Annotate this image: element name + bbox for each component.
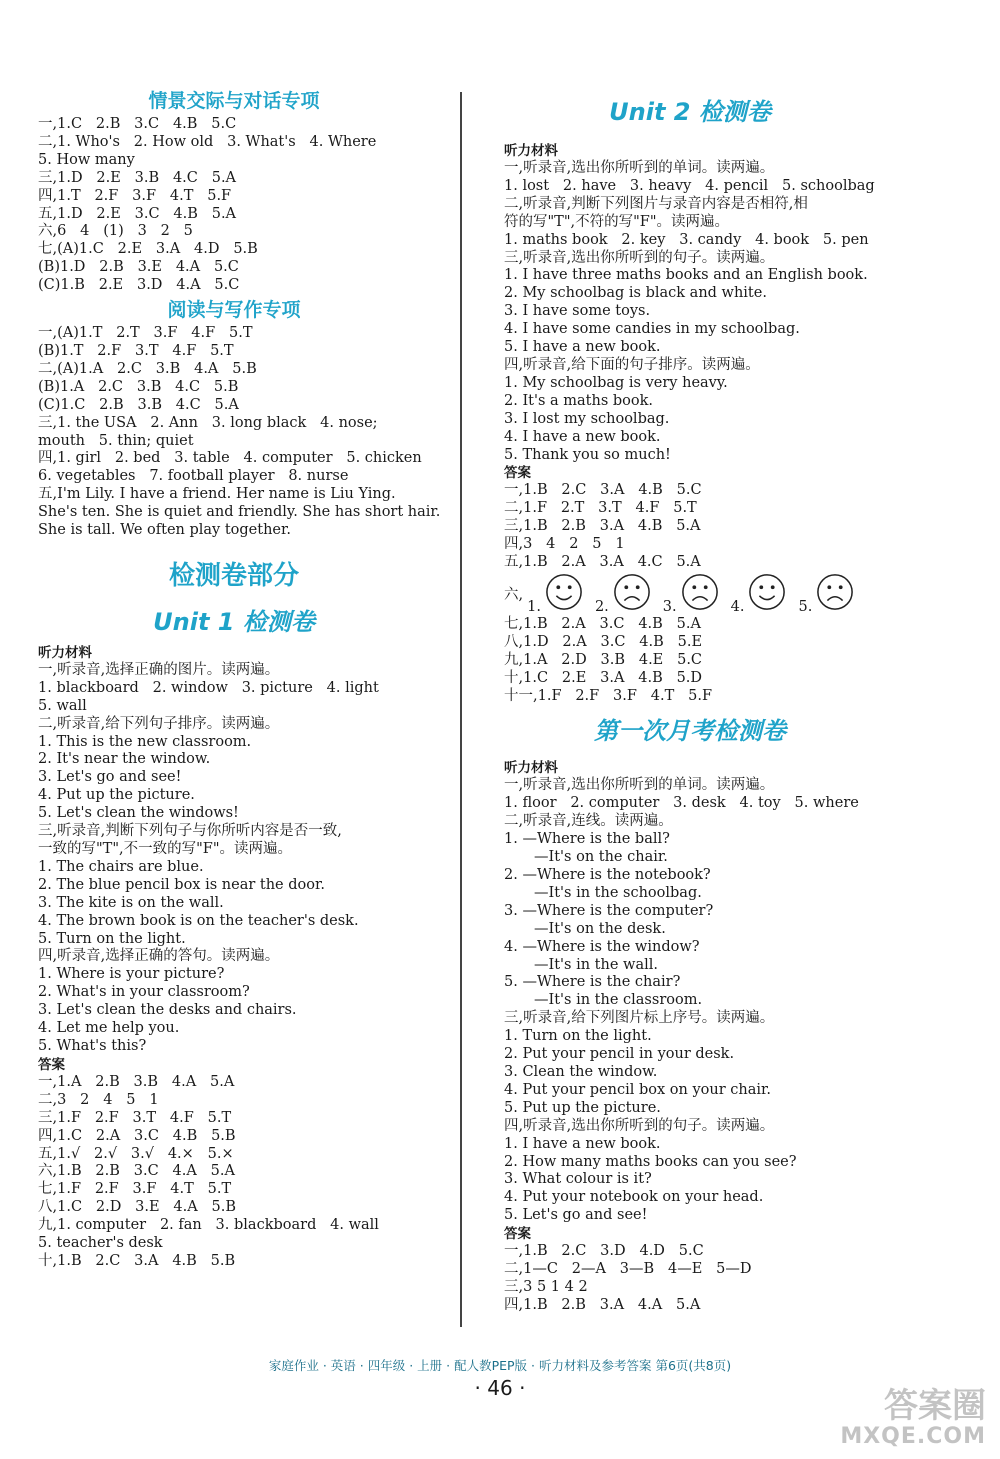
text-line: 十,1.B 2.C 3.A 4.B 5.B xyxy=(38,1252,236,1269)
text-line: 4. Put your notebook on your head. xyxy=(504,1189,764,1206)
text-line: (B)1.A 2.C 3.B 4.C 5.B xyxy=(38,378,239,395)
text-line: —It's in the schoolbag. xyxy=(534,884,702,901)
text-line: 1. lost 2. have 3. heavy 4. pencil 5. schoolbag xyxy=(504,177,875,194)
text-line: 九,1. computer 2. fan 3. blackboard 4. wall xyxy=(38,1217,379,1234)
smiley-face-icon xyxy=(748,573,786,611)
text-line: 二,1.F 2.T 3.T 4.F 5.T xyxy=(504,500,697,517)
face-label: 1. xyxy=(527,598,541,615)
text-line: 一,听录音,选出你所听到的单词。读两遍。 xyxy=(504,777,775,794)
unit2-listening-label: 听力材料 xyxy=(504,143,558,159)
unit1-listening xyxy=(24,662,444,1056)
text-line: 1. floor 2. computer 3. desk 4. toy 5. where xyxy=(504,795,859,812)
text-line: 2. What's in your classroom? xyxy=(38,984,250,1001)
page-footer: 家庭作业 · 英语 · 四年级 · 上册 · 配人教PEP版 · 听力材料及参考答案 第6页(共8页) xyxy=(268,1358,732,1373)
text-line: —It's on the desk. xyxy=(534,920,666,937)
text-line: 六,1.B 2.B 3.C 4.A 5.A xyxy=(38,1163,235,1180)
text-line: 四,1.C 2.A 3.C 4.B 5.B xyxy=(38,1127,236,1144)
text-line: 1. maths book 2. key 3. candy 4. book 5. pen xyxy=(504,231,869,248)
unit2-answer-label: 答案 xyxy=(504,465,531,482)
text-line: 一,1.B 2.C 3.A 4.B 5.C xyxy=(504,482,702,499)
smiley-face-icon xyxy=(545,573,583,611)
text-line: 1. I have three maths books and an English book. xyxy=(504,267,868,284)
text-line: 四,1. girl 2. bed 3. table 4. computer 5. chicken xyxy=(38,450,422,467)
unit1-answers xyxy=(24,1074,444,1271)
text-line: 5. —Where is the chair? xyxy=(504,974,681,991)
face-label: 4. xyxy=(730,598,745,615)
text-line: 1. This is the new classroom. xyxy=(38,733,252,750)
text-line: mouth 5. thin; quiet xyxy=(38,432,194,449)
text-line: 1. Where is your picture? xyxy=(38,966,225,983)
text-line: 五,1.B 2.A 3.A 4.C 5.A xyxy=(504,554,701,571)
text-line: 三,1.F 2.F 3.T 4.F 5.T xyxy=(38,1109,232,1126)
text-line: 七,1.B 2.A 3.C 4.B 5.A xyxy=(504,615,701,632)
text-line: 5. I have a new book. xyxy=(504,339,661,356)
unit2-answers-part1 xyxy=(490,482,890,572)
sad-face-icon xyxy=(681,573,719,611)
monthly-answers xyxy=(490,1243,890,1315)
text-line: 一,听录音,选择正确的图片。读两遍。 xyxy=(38,661,280,678)
watermark-logo xyxy=(840,1388,986,1449)
text-line: 4. I have a new book. xyxy=(504,428,661,445)
text-line: 3. The kite is on the wall. xyxy=(38,894,224,911)
text-line: 八,1.C 2.D 3.E 4.A 5.B xyxy=(38,1199,237,1216)
text-line: 三,1.B 2.B 3.A 4.B 5.A xyxy=(504,518,701,535)
text-line: 2. My schoolbag is black and white. xyxy=(504,285,767,302)
text-line: 4. —Where is the window? xyxy=(504,938,700,955)
text-line: 三,1.D 2.E 3.B 4.C 5.A xyxy=(38,169,237,186)
watermark-line1: 答案圈 xyxy=(884,1386,986,1426)
page-number: · 46 · xyxy=(474,1376,526,1400)
dialogue-answers xyxy=(24,116,444,295)
text-line: 一,1.C 2.B 3.C 4.B 5.C xyxy=(38,116,237,132)
text-line: 5. Put up the picture. xyxy=(504,1099,661,1116)
text-line: 3. —Where is the computer? xyxy=(504,902,714,919)
text-line: 五,1.D 2.E 3.C 4.B 5.A xyxy=(38,205,237,222)
text-line: (B)1.D 2.B 3.E 4.A 5.C xyxy=(38,259,239,276)
text-line: 十一,1.F 2.F 3.F 4.T 5.F xyxy=(504,687,713,704)
text-line: 6. vegetables 7. football player 8. nurse xyxy=(38,468,349,485)
text-line: 六,6 4 (1) 3 2 5 xyxy=(38,223,193,240)
text-line: 2. The blue pencil box is near the door. xyxy=(38,876,325,893)
text-line: 一,1.A 2.B 3.B 4.A 5.A xyxy=(38,1073,235,1090)
text-line: 一致的写"T",不一致的写"F"。读两遍。 xyxy=(38,841,293,857)
text-line: 四,1.B 2.B 3.A 4.A 5.A xyxy=(504,1296,701,1313)
monthly-listening xyxy=(490,777,890,1225)
text-line: 4. The brown book is on the teacher's desk. xyxy=(38,912,359,929)
monthly-listening-label: 听力材料 xyxy=(504,760,558,777)
text-line: 七,(A)1.C 2.E 3.A 4.D 5.B xyxy=(38,241,258,258)
text-line: 5. Thank you so much! xyxy=(504,446,671,463)
section-title-reading: 阅读与写作专项 xyxy=(167,299,301,322)
text-line: 4. Let me help you. xyxy=(38,1020,180,1037)
face-answers-prefix: 六, xyxy=(504,587,524,604)
text-line: 5. What's this? xyxy=(38,1037,147,1054)
text-line: 二,1—C 2—A 3—B 4—E 5—D xyxy=(504,1261,752,1278)
text-line: 五,I'm Lily. I have a friend. Her name is Liu Ying. xyxy=(38,486,396,503)
text-line: 4. Put up the picture. xyxy=(38,787,195,804)
text-line: 三,听录音,选出你所听到的句子。读两遍。 xyxy=(504,249,775,266)
face-row xyxy=(523,573,862,615)
text-line: She is tall. We often play together. xyxy=(38,522,291,539)
unit2-answers-part2 xyxy=(490,616,890,706)
text-line: 一,听录音,选出你所听到的单词。读两遍。 xyxy=(504,160,775,176)
text-line: 四,3 4 2 5 1 xyxy=(504,536,625,553)
text-line: 三,1. the USA 2. Ann 3. long black 4. nose; xyxy=(38,414,378,431)
text-line: 四,听录音,给下面的句子排序。读两遍。 xyxy=(504,356,760,373)
text-line: 3. Let's clean the desks and chairs. xyxy=(38,1002,297,1019)
face-label: 2. xyxy=(594,598,609,615)
text-line: 一,(A)1.T 2.T 3.F 4.F 5.T xyxy=(38,325,253,342)
text-line: (C)1.C 2.B 3.B 4.C 5.A xyxy=(38,396,239,413)
text-line: 3. I have some toys. xyxy=(504,303,651,320)
text-line: She's ten. She is quiet and friendly. She has short hair. xyxy=(38,504,441,521)
text-line: 1. blackboard 2. window 3. picture 4. light xyxy=(38,679,379,696)
unit1-title: Unit 1 检测卷 xyxy=(153,607,315,636)
face-answers xyxy=(490,572,890,616)
unit2-listening xyxy=(490,160,890,464)
text-line: 七,1.F 2.F 3.F 4.T 5.T xyxy=(38,1181,232,1198)
text-line: —It's in the wall. xyxy=(534,956,658,973)
text-line: 5. wall xyxy=(38,697,87,714)
text-line: 二,听录音,判断下列图片与录音内容是否相符,相 xyxy=(504,195,808,212)
text-line: 4. I have some candies in my schoolbag. xyxy=(504,321,800,338)
text-line: 二,听录音,连线。读两遍。 xyxy=(504,813,673,830)
text-line: 2. How many maths books can you see? xyxy=(504,1153,797,1170)
text-line: 3. Clean the window. xyxy=(504,1063,658,1080)
text-line: 1. The chairs are blue. xyxy=(38,858,204,875)
watermark-line2: MXQE.COM xyxy=(840,1424,986,1449)
text-line: 2. —Where is the notebook? xyxy=(504,867,711,883)
monthly-test-title: 第一次月考检测卷 xyxy=(594,717,786,746)
monthly-answer-label: 答案 xyxy=(504,1226,531,1243)
unit1-answer-label: 答案 xyxy=(38,1056,65,1073)
text-line: 4. Put your pencil box on your chair. xyxy=(504,1081,771,1098)
text-line: 2. Put your pencil in your desk. xyxy=(504,1046,735,1063)
text-line: 四,听录音,选出你所听到的句子。读两遍。 xyxy=(504,1117,775,1134)
text-line: 5. Turn on the light. xyxy=(38,930,186,947)
text-line: 八,1.D 2.A 3.C 4.B 5.E xyxy=(504,633,703,650)
face-label: 3. xyxy=(662,598,677,615)
text-line: 二,(A)1.A 2.C 3.B 4.A 5.B xyxy=(38,360,257,377)
text-line: 1. My schoolbag is very heavy. xyxy=(504,374,728,391)
unit2-title: Unit 2 检测卷 xyxy=(609,98,771,126)
text-line: —It's on the chair. xyxy=(534,849,668,866)
text-line: 3. I lost my schoolbag. xyxy=(504,410,670,427)
section-title-dialogue: 情景交际与对话专项 xyxy=(148,90,320,112)
text-line: 2. It's near the window. xyxy=(38,751,211,768)
text-line: 3. Let's go and see! xyxy=(38,769,182,786)
reading-answers xyxy=(24,325,444,540)
unit1-listening-label: 听力材料 xyxy=(38,644,92,661)
text-line: 二,3 2 4 5 1 xyxy=(38,1091,159,1108)
text-line: 1. —Where is the ball? xyxy=(504,831,670,848)
part-title: 检测卷部分 xyxy=(168,560,299,591)
right-column xyxy=(490,88,890,1315)
text-line: 三,3 5 1 4 2 xyxy=(504,1278,588,1295)
text-line: 五,1.√ 2.√ 3.√ 4.× 5.× xyxy=(38,1145,234,1162)
text-line: 1. I have a new book. xyxy=(504,1135,661,1152)
text-line: (B)1.T 2.F 3.T 4.F 5.T xyxy=(38,342,234,359)
text-line: 5. Let's go and see! xyxy=(504,1207,648,1224)
text-line: 5. Let's clean the windows! xyxy=(38,805,239,822)
text-line: 1. Turn on the light. xyxy=(504,1028,652,1045)
text-line: 三,听录音,判断下列句子与你所听内容是否一致, xyxy=(38,823,342,840)
sad-face-icon xyxy=(613,573,651,611)
text-line: 二,听录音,给下列句子排序。读两遍。 xyxy=(38,715,280,732)
text-line: 5. teacher's desk xyxy=(38,1235,163,1252)
sad-face-icon xyxy=(816,573,854,611)
face-label: 5. xyxy=(798,598,813,615)
text-line: 符的写"T",不符的写"F"。读两遍。 xyxy=(504,213,730,230)
text-line: —It's in the classroom. xyxy=(534,992,703,1009)
text-line: 四,1.T 2.F 3.F 4.T 5.F xyxy=(38,187,232,204)
text-line: 九,1.A 2.D 3.B 4.E 5.C xyxy=(504,651,703,668)
text-line: 四,听录音,选择正确的答句。读两遍。 xyxy=(38,948,280,965)
text-line: 2. It's a maths book. xyxy=(504,392,654,409)
text-line: 一,1.B 2.C 3.D 4.D 5.C xyxy=(504,1243,704,1260)
text-line: 三,听录音,给下列图片标上序号。读两遍。 xyxy=(504,1010,775,1027)
left-column xyxy=(24,88,444,1271)
text-line: 5. How many xyxy=(38,151,135,168)
text-line: 十,1.C 2.E 3.A 4.B 5.D xyxy=(504,669,703,686)
text-line: 二,1. Who's 2. How old 3. What's 4. Where xyxy=(38,133,377,150)
text-line: 3. What colour is it? xyxy=(504,1171,652,1188)
column-divider xyxy=(460,92,462,1327)
text-line: (C)1.B 2.E 3.D 4.A 5.C xyxy=(38,277,240,294)
